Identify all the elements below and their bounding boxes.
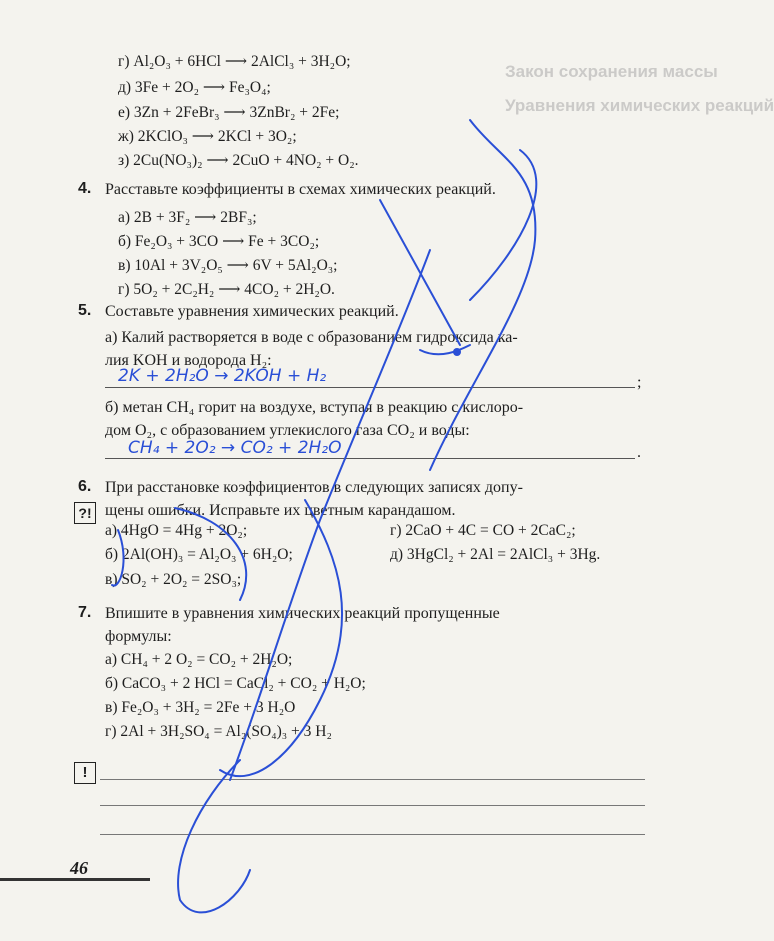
task-5-b-text: дом O₂, с образованием углекислого газа CO₂ и воды:: [105, 422, 470, 439]
task-4-number: 4.: [78, 180, 92, 197]
task-6-item: д) 3HgCl₂ + 2Al = 2AlCl₃ + 3Hg.: [390, 546, 601, 563]
task-4-item: а) 2B + 3F₂ ⟶ 2BF₃;: [118, 209, 257, 226]
task-5-b-end: .: [637, 444, 641, 461]
task-6-item: г) 2CaO + 4C = CO + 2CaC₂;: [390, 522, 576, 539]
note-exclamation-badge: !: [74, 762, 96, 784]
top-equation: г) Al₂O₃ + 6HCl ⟶ 2AlCl₃ + 3H₂O;: [118, 53, 351, 70]
question-exclamation-badge: ?!: [74, 502, 96, 524]
bleed-heading-1: Закон сохранения массы: [505, 62, 718, 81]
task-7-item: б) CaCO₃ + 2 HCl = CaCl₂ + CO₂ + H₂O;: [105, 675, 366, 692]
task-7-title: Впишите в уравнения химических реакций пропущенные: [105, 605, 500, 622]
task-5-number: 5.: [78, 302, 92, 319]
page-number: 46: [70, 858, 88, 878]
top-equation: д) 3Fe + 2O₂ ⟶ Fe₃O₄;: [118, 79, 271, 96]
task-5-a-end: ;: [637, 374, 642, 391]
top-equation: ж) 2KClO₃ ⟶ 2KCl + 3O₂;: [118, 128, 297, 145]
task-6-item: в) SO₂ + 2O₂ = 2SO₃;: [105, 571, 242, 588]
task-7-item: г) 2Al + 3H₂SO₄ = Al₂(SO₄)₃ + 3 H₂: [105, 723, 332, 740]
task-6-item: а) 4HgO = 4Hg + 2O₂;: [105, 522, 248, 539]
task-5-title: Составьте уравнения химических реакций.: [105, 303, 399, 320]
task-5-b-text: б) метан CH₄ горит на воздухе, вступая в реакцию с кислоро-: [105, 399, 524, 416]
task-4-title: Расставьте коэффициенты в схемах химических реакций.: [105, 181, 496, 198]
task-7-item: в) Fe₂O₃ + 3H₂ = 2Fe + 3 H₂O: [105, 699, 296, 716]
bleed-heading-2: Уравнения химических реакций: [505, 96, 774, 115]
task-5-a-text: лия KOH и водорода H₂:: [105, 352, 272, 369]
top-equation: е) 3Zn + 2FeBr₃ ⟶ 3ZnBr₂ + 2Fe;: [118, 104, 340, 121]
task-4-item: г) 5O₂ + 2C₂H₂ ⟶ 4CO₂ + 2H₂O.: [118, 281, 335, 298]
top-equation: з) 2Cu(NO₃)₂ ⟶ 2CuO + 4NO₂ + O₂.: [118, 152, 359, 169]
task-5-a-answer: 2K + 2H₂O → 2KOH + H₂: [118, 366, 327, 386]
task-6-number: 6.: [78, 478, 92, 495]
task-5-b-answer: CH₄ + 2O₂ → CO₂ + 2H₂O: [128, 438, 342, 458]
task-5-a-text: а) Калий растворяется в воде с образованием гидроксида ка-: [105, 329, 518, 346]
task-6-title: При расстановке коэффициентов в следующих записях допу-: [105, 479, 523, 496]
task-6-title: щены ошибки. Исправьте их цветным карандашом.: [105, 502, 456, 519]
task-7-number: 7.: [78, 604, 92, 621]
task-7-item: а) CH₄ + 2 O₂ = CO₂ + 2H₂O;: [105, 651, 293, 668]
task-6-item: б) 2Al(OH)₃ = Al₂O₃ + 6H₂O;: [105, 546, 293, 563]
task-7-title: формулы:: [105, 628, 172, 645]
task-4-item: в) 10Al + 3V₂O₅ ⟶ 6V + 5Al₂O₃;: [118, 257, 338, 274]
task-4-item: б) Fe₂O₃ + 3CO ⟶ Fe + 3CO₂;: [118, 233, 320, 250]
